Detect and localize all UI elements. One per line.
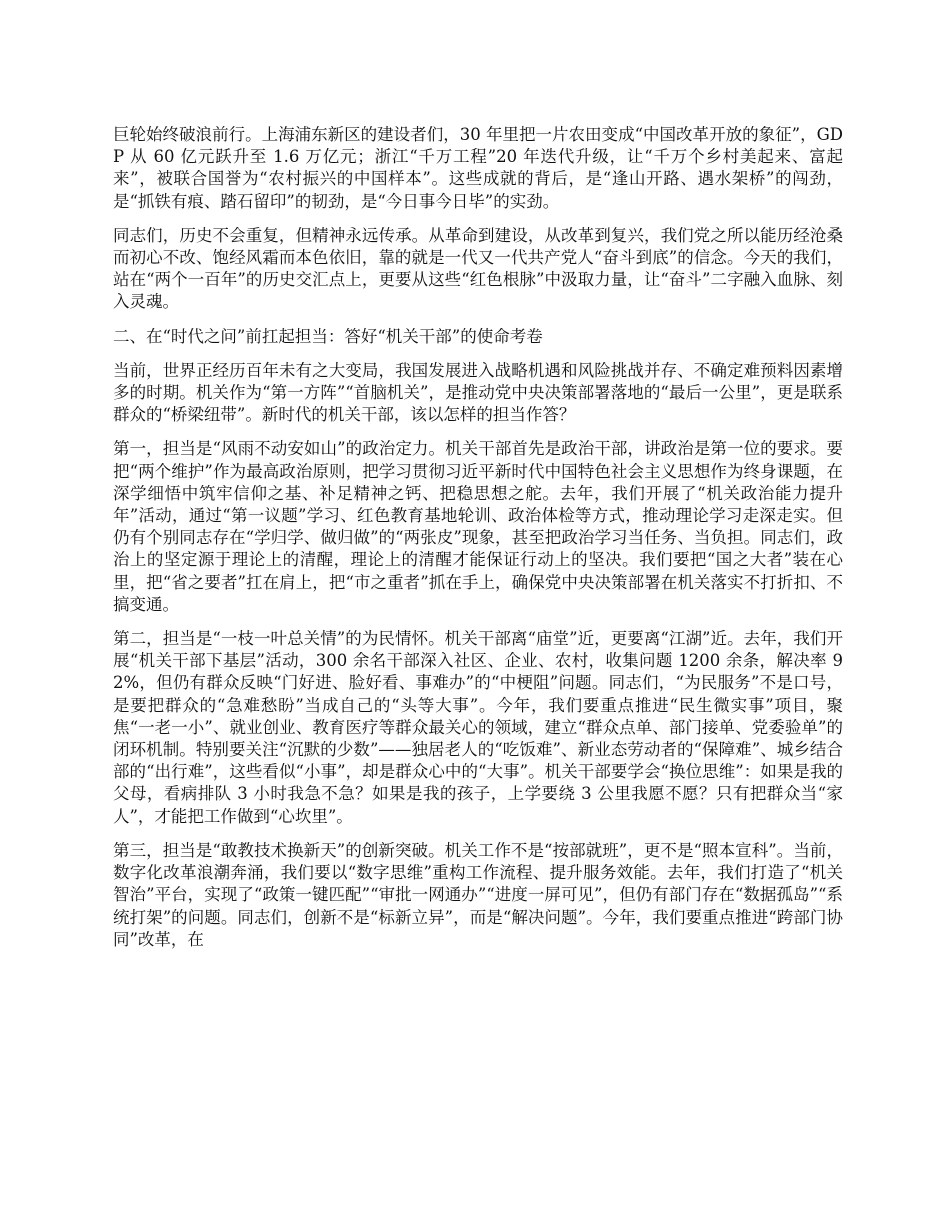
paragraph-political-resolve: 第一，担当是“风雨不动安如山”的政治定力。机关干部首先是政治干部，讲政治是第一位的要求。要把“两个维护”作为最高政治原则，把学习贯彻习近平新时代中国特色社会主义思想作为终身课题，在深学细悟中筑牢信仰之基、补足精神之钙、把稳思想之舵。去年，我们开展了“机关政治能力提升年”活动，通过“第一议题”学习、红色教育基地轮训、政治体检等方式，推动理论学习走深走实。但仍有个别同志存在“学归学、做归做”的“两张皮”现象，甚至把政治学习当任务、当负担。同志们，政治上的坚定源于理论上的清醒，理论上的清醒才能保证行动上的坚决。我们要把“国之大者”装在心里，把“省之要者”扛在肩上，把“市之重者”抓在手上，确保党中央决策部署在机关落实不打折扣、不搞变通。 <box>113 439 843 614</box>
paragraph-innovation: 第三，担当是“敢教技术换新天”的创新突破。机关工作不是“按部就班”，更不是“照本宣科”。当前，数字化改革浪潮奔涌，我们要以“数字思维”重构工作流程、提升服务效能。去年，我们打造了“机关智治”平台，实现了“政策一键匹配”“审批一网通办”“进度一屏可见”，但仍有部门存在“数据孤岛”“系统打架”的问题。同志们，创新不是“标新立异”，而是“解决问题”。今年，我们要重点推进“跨部门协同”改革，在 <box>113 840 843 949</box>
document-body <box>113 124 843 963</box>
paragraph-people-first: 第二，担当是“一枝一叶总关情”的为民情怀。机关干部离“庙堂”近，更要离“江湖”近。去年，我们开展“机关干部下基层”活动，300 余名干部深入社区、企业、农村，收集问题 1200 余条，解决率 92%，但仍有群众反映“门好进、脸好看、事难办”的“中梗阻”问题。同志们，“为民服务”不是口号，是要把群众的“急难愁盼”当成自己的“头等大事”。今年，我们要重点推进“民生微实事”项目，聚焦“一老一小”、就业创业、教育医疗等群众最关心的领域，建立“群众点单、部门接单、党委验单”的闭环机制。特别要关注“沉默的少数”——独居老人的“吃饭难”、新业态劳动者的“保障难”、城乡结合部的“出行难”，这些看似“小事”，却是群众心中的“大事”。机关干部要学会“换位思维”：如果是我的父母，看病排队 3 小时我急不急？如果是我的孩子，上学要绕 3 公里我愿不愿？只有把群众当“家人”，才能把工作做到“心坎里”。 <box>113 629 843 826</box>
section-heading-2: 二、在“时代之问”前扛起担当：答好“机关干部”的使命考卷 <box>113 326 543 346</box>
paragraph-current-situation: 当前，世界正经历百年未有之大变局，我国发展进入战略机遇和风险挑战并存、不确定难预料因素增多的时期。机关作为“第一方阵”“首脑机关”，是推动党中央决策部署落地的“最后一公里”，更是联系群众的“桥梁纽带”。新时代的机关干部，该以怎样的担当作答？ <box>113 360 843 425</box>
paragraph-spirit-inheritance: 同志们，历史不会重复，但精神永远传承。从革命到建设，从改革到复兴，我们党之所以能历经沧桑而初心不改、饱经风霜而本色依旧，靠的就是一代又一代共产党人“奋斗到底”的信念。今天的我们，站在“两个一百年”的历史交汇点上，更要从这些“红色根脉”中汲取力量，让“奋斗”二字融入血脉、刻入灵魂。 <box>113 225 843 312</box>
paragraph-achievements: 巨轮始终破浪前行。上海浦东新区的建设者们，30 年里把一片农田变成“中国改革开放的象征”，GDP 从 60 亿元跃升至 1.6 万亿元；浙江“千万工程”20 年迭代升级，让“千万个乡村美起来、富起来”，被联合国誉为“农村振兴的中国样本”。这些成就的背后，是“逢山开路、遇水架桥”的闯劲，是“抓铁有痕、踏石留印”的韧劲，是“今日事今日毕”的实劲。 <box>113 125 843 211</box>
